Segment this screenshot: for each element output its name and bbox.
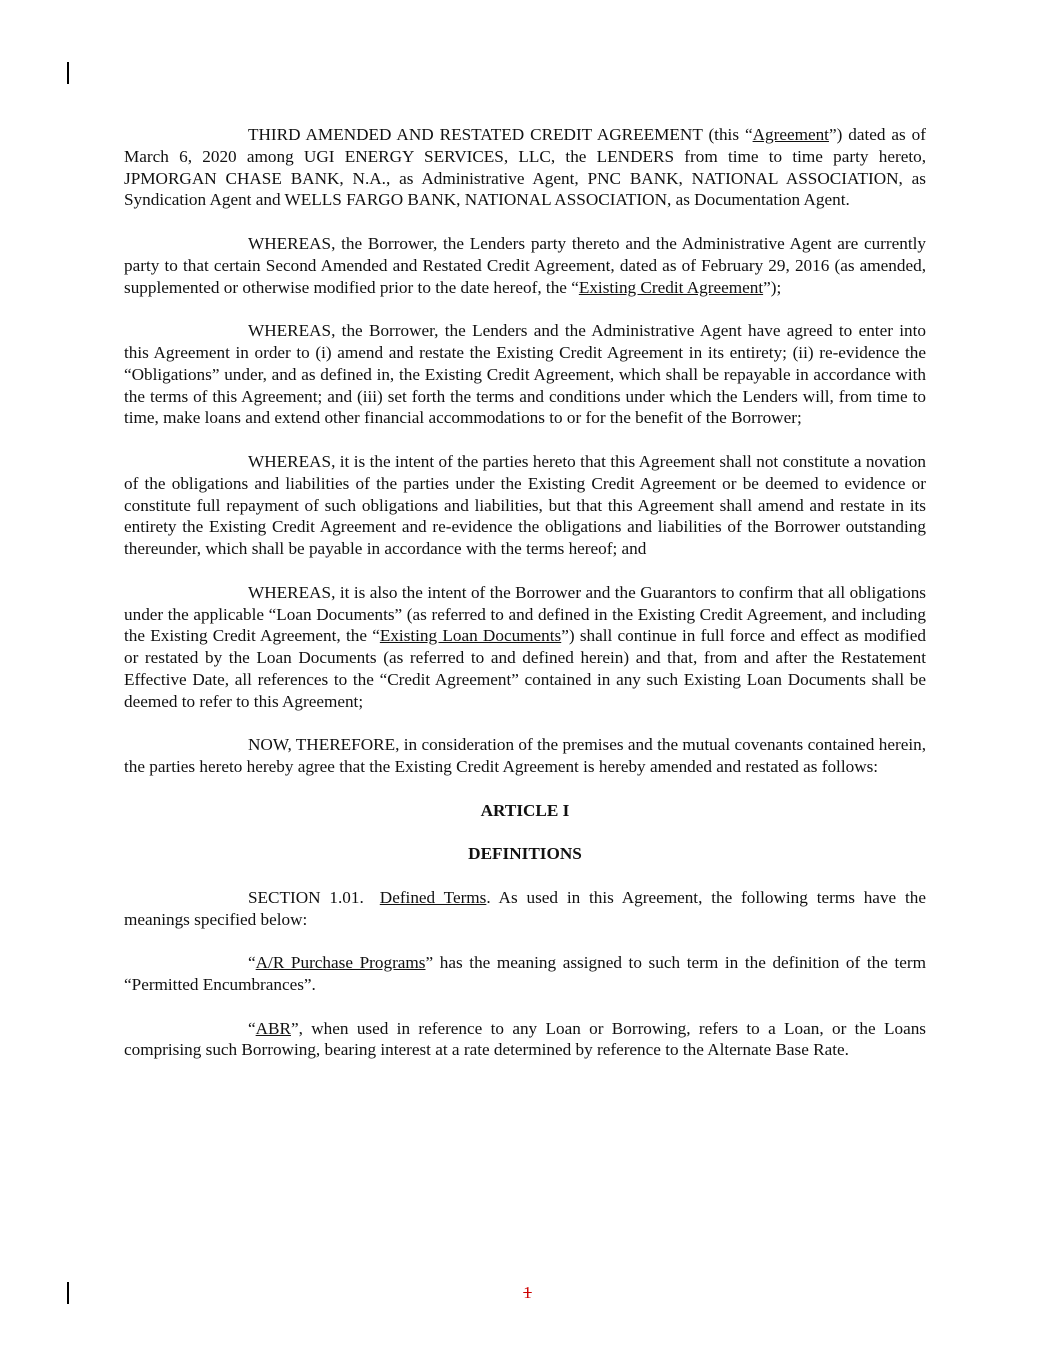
defined-term-existing-loan-documents: Existing Loan Documents — [379, 626, 562, 646]
definition-ar-purchase-programs: “A/R Purchase Programs” has the meaning assigned to such term in the definition of the term “Permitted Encumbrances”. — [124, 953, 926, 995]
preamble-paragraph: THIRD AMENDED AND RESTATED CREDIT AGREEMENT (this “Agreement”) dated as of March 6, 2020 among UGI ENERGY SERVICES, LLC, the LENDERS from time to time party hereto, JPMORGAN CHASE BANK, N.A., as Administrative Agent, PNC BANK, NATIONAL ASSOCIATION, as Syndication Agent and WELLS FARGO BANK, NATIONAL ASSOCIATION, as Documentation Agent. — [124, 125, 926, 210]
recital-paragraph-3: WHEREAS, it is the intent of the parties hereto that this Agreement shall not constitute a novation of the obligations and liabilities of the parties under the Existing Credit Agreement or be deemed to evidence or constitute full repayment of such obligations and liabilities, but that this Agreement shall amend and restate in its entirety the Existing Credit Agreement and re-evidence the obligations and liabilities of the Borrower outstanding thereunder, which shall be payable in accordance with the terms hereof; and — [124, 451, 926, 559]
document-body — [124, 124, 926, 1083]
section-1-01-paragraph: SECTION 1.01. Defined Terms. As used in this Agreement, the following terms have the meanings specified below: — [124, 887, 926, 929]
page-number: 1 — [523, 1283, 532, 1302]
article-heading: ARTICLE I — [480, 800, 570, 820]
defined-term-abr: ABR — [255, 1018, 291, 1038]
article-title: DEFINITIONS — [468, 844, 582, 864]
section-number: SECTION 1.01. — [248, 887, 364, 907]
now-therefore-paragraph: NOW, THEREFORE, in consideration of the premises and the mutual covenants contained herein, the parties hereto hereby agree that the Existing Credit Agreement is hereby amended and restated as follows: — [124, 735, 926, 777]
recital-paragraph-4: WHEREAS, it is also the intent of the Borrower and the Guarantors to confirm that all obligations under the applicable “Loan Documents” (as referred to and defined in the Existing Credit Agreement, and including the Existing Credit Agreement, the “Existing Loan Documents”) shall continue in full force and effect as modified or restated by the Loan Documents (as referred to and defined herein) and that, from and after the Restatement Effective Date, all references to the “Credit Agreement” contained in any such Existing Loan Documents shall be deemed to refer to this Agreement; — [124, 582, 926, 711]
recital-paragraph-1: WHEREAS, the Borrower, the Lenders party thereto and the Administrative Agent are currently party to that certain Second Amended and Restated Credit Agreement, dated as of February 29, 2016 (as amended, supplemented or otherwise modified prior to the date hereof, the “Existing Credit Agreement”); — [124, 233, 926, 297]
definition-abr: “ABR”, when used in reference to any Loan or Borrowing, refers to a Loan, or the Loans comprising such Borrowing, bearing interest at a rate determined by reference to the Alternate Base Rate. — [124, 1018, 926, 1060]
change-bar-top — [67, 62, 69, 84]
defined-term-existing-credit-agreement: Existing Credit Agreement — [578, 277, 764, 297]
defined-term-ar-purchase-programs: A/R Purchase Programs — [255, 953, 426, 973]
defined-term-agreement: Agreement — [752, 125, 829, 144]
section-title: Defined Terms — [379, 887, 487, 907]
recital-paragraph-2: WHEREAS, the Borrower, the Lenders and the Administrative Agent have agreed to enter into this Agreement in order to (i) amend and restate the Existing Credit Agreement in its entirety; (ii) re-evidence the “Obligations” under, and as defined in, the Existing Credit Agreement, which shall be repayable in accordance with the terms of this Agreement; and (iii) set forth the terms and conditions under which the Lenders will, from time to time, make loans and extend other financial accommodations to or for the benefit of the Borrower; — [124, 321, 926, 428]
